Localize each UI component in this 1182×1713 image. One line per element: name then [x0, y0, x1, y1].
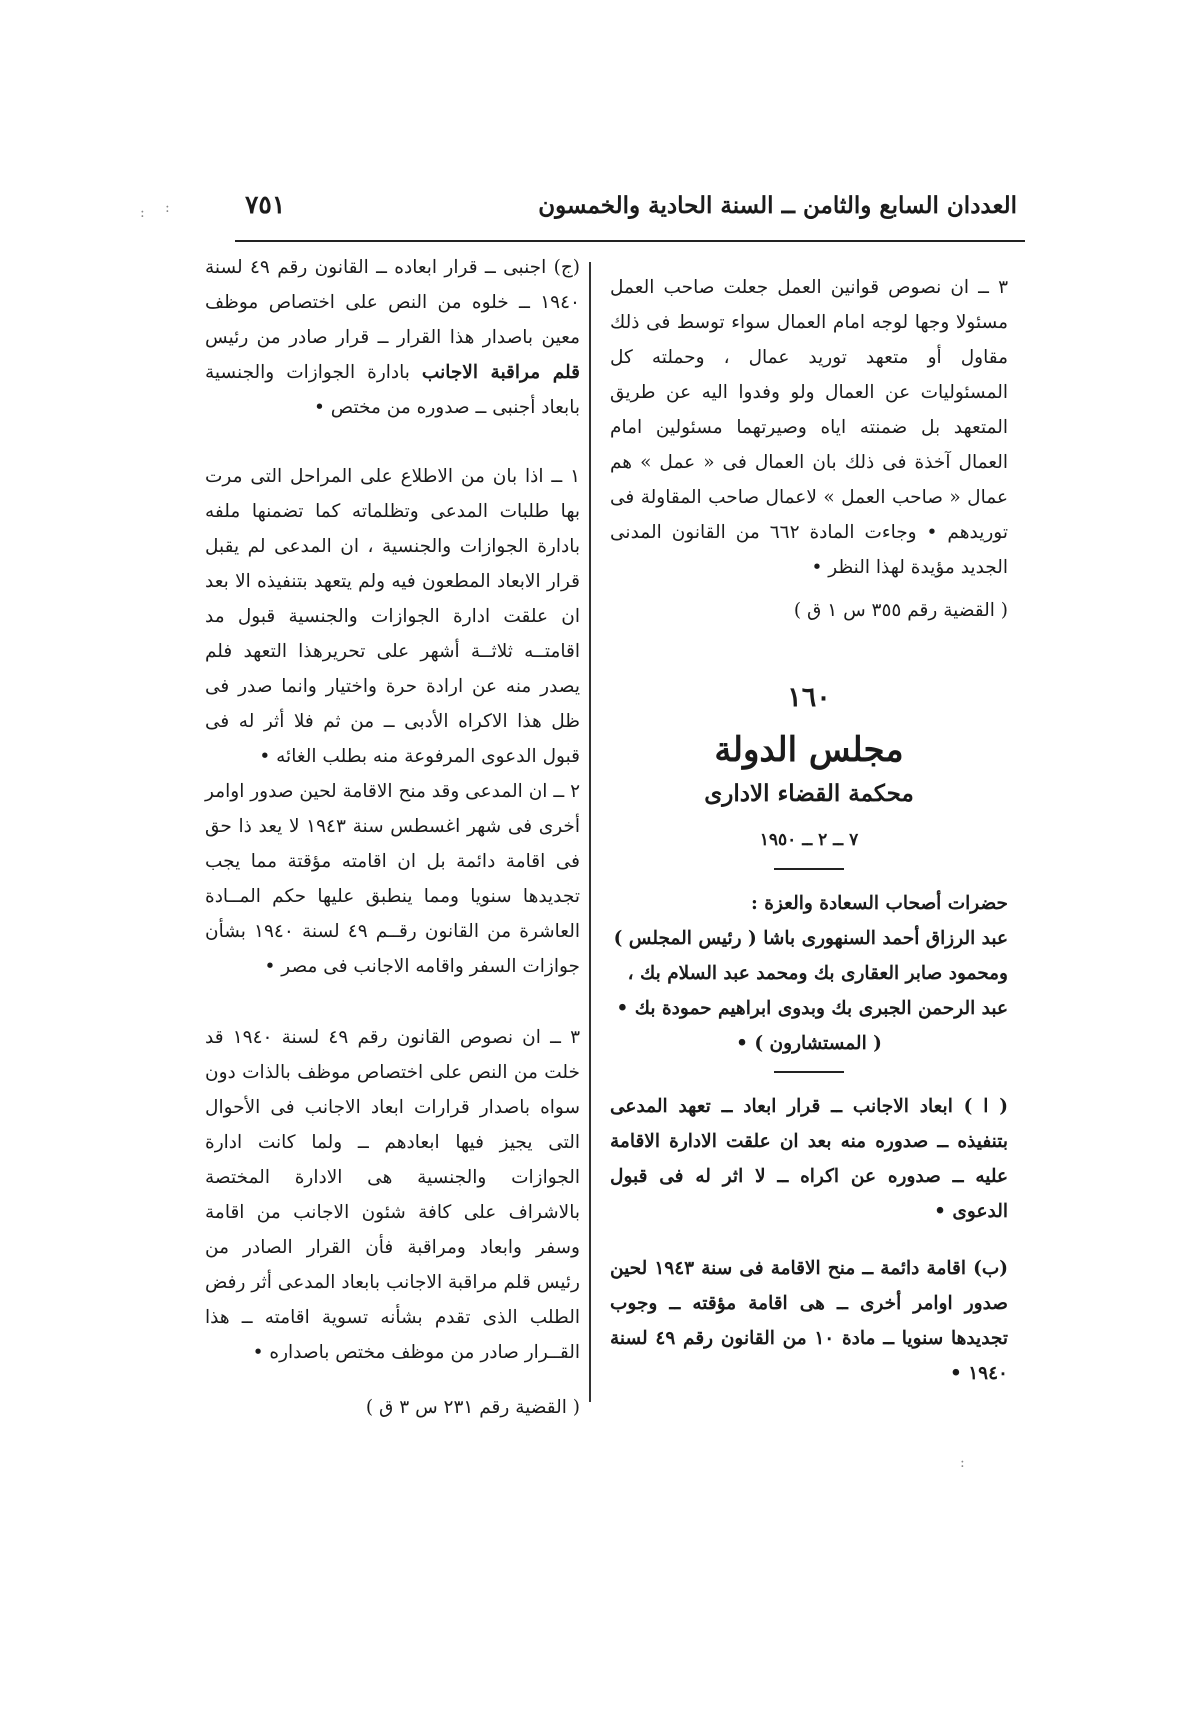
section-rule	[774, 868, 844, 870]
column-divider	[589, 262, 591, 1402]
headnote-b: (ب) اقامة دائمة ــ منح الاقامة فى سنة ١٩٤٣ لحين صدور اوامر أخرى ــ هى اقامة مؤقته ــ وجوب تجديدها سنويا ــ مادة ١٠ من القانون رقم ٤٩ لسنة ١٩٤٠ •	[610, 1258, 1009, 1384]
judge-line: ( المستشارون ) •	[736, 1033, 882, 1054]
case-number: ١٦٠	[787, 682, 831, 713]
headnote-a: ( ا ) ابعاد الاجانب ــ قرار ابعاد ــ تعهد المدعى بتنفيذه ــ صدوره منه بعد ان علقت الادارة الاقامة عليه ــ صدوره عن اكراه ــ لا اثر له فى قبول الدعوى •	[610, 1096, 1008, 1222]
right-column	[610, 270, 1008, 1391]
principle-2-paragraph: ٢ ــ ان المدعى وقد منح الاقامة لحين صدور اوامر أخرى فى شهر اغسطس سنة ١٩٤٣ لا يعد ذا حق فى اقامة دائمة بل ان اقامته مؤقتة مما يجب تجديدها سنويا ومما ينطبق عليها حكم المــادة العاشرة من القانون رقــم ٤٩ لسنة ١٩٤٠ بشأن جوازات السفر واقامه الاجانب فى مصر •	[205, 781, 581, 977]
judge-line: عبد الرزاق أحمد السنهورى باشا ( رئيس المجلس )	[613, 928, 1008, 949]
principle-1-paragraph: ١ ــ اذا بان من الاطلاع على المراحل التى مرت بها طلبات المدعى وتظلماته كما تضمنها ملفه بادارة الجوازات والجنسية ، ان المدعى لم يقبل قرار الابعاد المطعون فيه ولم يتعهد بتنفيذه الا بعد ان علقت ادارة الجوازات والجنسية قبول مد اقامتــه ثلاثــة أشهر على تحريرهذا التعهد فلم يصدر منه عن ارادة حرة واختيار وانما صدر فى ظل هذا الاكراه الأدبى ــ من ثم فلا أثر له فى قبول الدعوى المرفوعة منه بطلب الغائه •	[205, 466, 580, 767]
headnote-c-text: بادارة الجوازات والجنسية بابعاد أجنبى ــ صدوره من مختص •	[205, 362, 580, 418]
page-header	[235, 190, 1025, 242]
headnote-c	[205, 250, 580, 425]
page-number: ٧٥١	[245, 190, 286, 219]
headnote-c-text: (ج) اجنبى ــ قرار ابعاده ــ القانون رقم ٤٩ لسنة ١٩٤٠ ــ خلوه من النص على اختصاص موظف معين باصدار هذا القرار ــ قرار صادر من رئيس	[205, 257, 580, 348]
scan-mark: :	[140, 205, 145, 221]
case-citation: ( القضية رقم ٢٣١ س ٣ ق )	[365, 1397, 580, 1418]
running-title: العددان السابع والثامن ــ السنة الحادية والخمسون	[538, 192, 1017, 219]
judge-line: عبد الرحمن الجبرى بك وبدوى ابراهيم حمودة بك •	[616, 998, 1008, 1019]
principle-3-paragraph: ٣ ــ ان نصوص قوانين العمل جعلت صاحب العمل مسئولا وجها لوجه امام العمال سواء توسط فى ذلك مقاول أو متعهد توريد عمال ، وحملته كل المسئوليات عن العمال ولو وفدوا اليه عن طريق المتعهد بل ضمنته اياه وصيرتهما مسئولين امام العمال آخذة فى ذلك بان العمال فى « عمل » هم عمال « صاحب العمل » لاعمال صاحب المقاولة فى توريدهم • وجاءت المادة ٦٦٢ من القانون المدنى الجديد مؤيدة لهذا النظر •	[610, 277, 1009, 578]
judgment-date: ٧ ــ ٢ ــ ١٩٥٠	[759, 830, 859, 850]
presence-heading: حضرات أصحاب السعادة والعزة :	[751, 893, 1008, 914]
court-name: مجلس الدولة	[714, 730, 904, 770]
section-rule	[774, 1071, 844, 1073]
left-column	[205, 250, 580, 1425]
judge-line: ومحمود صابر العقارى بك ومحمد عبد السلام بك ،	[627, 963, 1008, 984]
scan-mark: :	[960, 1455, 965, 1471]
headnote-c-bold: قلم مراقبة الاجانب	[421, 362, 580, 383]
chamber-name: محكمة القضاء الادارى	[704, 780, 914, 807]
scan-mark: :	[165, 200, 170, 216]
case-citation: ( القضية رقم ٣٥٥ س ١ ق )	[793, 600, 1008, 621]
principle-3-paragraph: ٣ ــ ان نصوص القانون رقم ٤٩ لسنة ١٩٤٠ قد خلت من النص على اختصاص موظف بالذات دون سواه باصدار قرارات ابعاد الاجانب فى الأحوال التى يجيز فيها ابعادهم ــ ولما كانت ادارة الجوازات والجنسية هى الادارة المختصة بالاشراف على كافة شئون الاجانب من اقامة وسفر وابعاد ومراقبة فأن القرار الصادر من رئيس قلم مراقبة الاجانب بابعاد المدعى أثر رفض الطلب الذى تقدم بشأنه تسوية اقامته ــ هذا القــرار صادر من موظف مختص باصداره •	[205, 1027, 580, 1363]
